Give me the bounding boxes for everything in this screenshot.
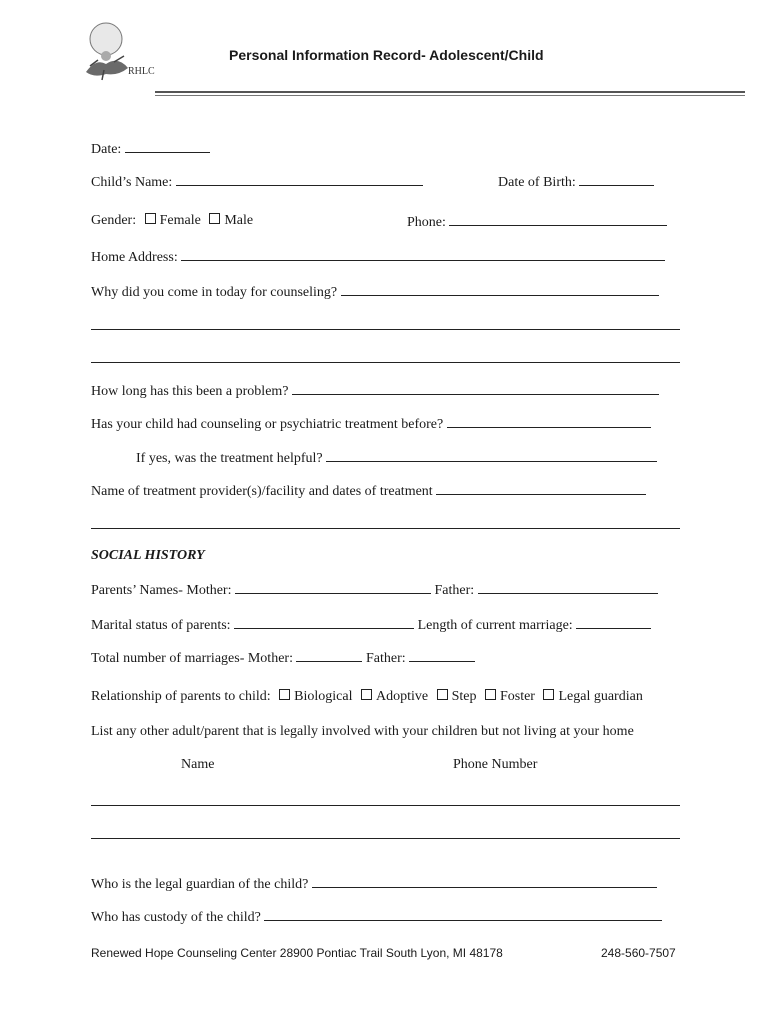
treatment-helpful-label: If yes, was the treatment helpful? xyxy=(136,451,323,466)
how-long-label: How long has this been a problem? xyxy=(91,384,289,399)
treatment-helpful-field[interactable] xyxy=(326,449,657,462)
gender-label: Gender: xyxy=(91,213,137,228)
biological-label: Biological xyxy=(294,689,353,704)
prior-treatment-row xyxy=(91,415,651,433)
how-long-row xyxy=(91,382,659,400)
list-other-label: List any other adult/parent that is legally involved with your children but not living at your home xyxy=(91,724,634,739)
total-marriages-father-field[interactable] xyxy=(409,649,475,662)
custody-row xyxy=(91,908,662,926)
providers-field[interactable] xyxy=(436,482,646,495)
father-name-field[interactable] xyxy=(478,581,658,594)
date-row xyxy=(91,140,210,158)
why-counseling-label: Why did you come in today for counseling? xyxy=(91,285,338,300)
childs-name-row xyxy=(91,173,423,191)
parents-father-label: Father: xyxy=(434,583,475,598)
header-rule xyxy=(155,91,745,93)
home-address-label: Home Address: xyxy=(91,250,178,265)
phone-number-column-header: Phone Number xyxy=(453,757,538,772)
dob-label: Date of Birth: xyxy=(498,175,576,190)
why-counseling-field[interactable] xyxy=(341,283,659,296)
total-marriages-row xyxy=(91,649,475,667)
logo-text: RHLC xyxy=(128,66,155,77)
total-marriages-father-label: Father: xyxy=(365,651,406,666)
gender-row xyxy=(91,213,253,229)
legal-guardian-label: Legal guardian xyxy=(558,689,643,704)
parents-mother-label: Parents’ Names- Mother: xyxy=(91,583,232,598)
how-long-field[interactable] xyxy=(292,382,659,395)
foster-label: Foster xyxy=(499,689,535,704)
length-marriage-label: Length of current marriage: xyxy=(417,618,573,633)
phone-field[interactable] xyxy=(449,213,667,226)
phone-row xyxy=(407,213,667,231)
footer-address: Renewed Hope Counseling Center 28900 Pontiac Trail South Lyon, MI 48178 xyxy=(91,946,503,960)
page-title: Personal Information Record- Adolescent/Child xyxy=(229,47,544,63)
other-adult-line-1[interactable] xyxy=(91,805,680,806)
total-marriages-mother-field[interactable] xyxy=(296,649,362,662)
custody-question: Who has custody of the child? xyxy=(91,910,261,925)
total-marriages-label: Total number of marriages- Mother: xyxy=(91,651,293,666)
prior-treatment-label: Has your child had counseling or psychiatric treatment before? xyxy=(91,417,444,432)
length-marriage-field[interactable] xyxy=(576,616,651,629)
dob-field[interactable] xyxy=(579,173,654,186)
relationship-row xyxy=(91,689,643,705)
relationship-label: Relationship of parents to child: xyxy=(91,689,271,704)
foster-checkbox[interactable] xyxy=(485,689,496,700)
header-rule-thin xyxy=(155,95,745,96)
name-column-header: Name xyxy=(181,757,215,772)
treatment-helpful-row xyxy=(136,449,657,467)
date-label: Date: xyxy=(91,142,122,157)
adoptive-label: Adoptive xyxy=(375,689,429,704)
childs-name-label: Child’s Name: xyxy=(91,175,173,190)
social-history-heading: SOCIAL HISTORY xyxy=(91,548,205,563)
dob-row xyxy=(498,173,654,191)
home-address-row xyxy=(91,248,665,266)
home-address-field[interactable] xyxy=(181,248,665,261)
parents-names-row xyxy=(91,581,658,599)
male-label: Male xyxy=(224,213,254,228)
female-label: Female xyxy=(159,213,201,228)
childs-name-field[interactable] xyxy=(176,173,423,186)
biological-checkbox[interactable] xyxy=(279,689,290,700)
marital-status-label: Marital status of parents: xyxy=(91,618,231,633)
marital-status-row xyxy=(91,616,651,634)
mother-name-field[interactable] xyxy=(235,581,431,594)
legal-guardian-field[interactable] xyxy=(312,875,657,888)
phone-label: Phone: xyxy=(407,215,446,230)
step-checkbox[interactable] xyxy=(437,689,448,700)
why-counseling-line-2[interactable] xyxy=(91,329,680,330)
providers-label: Name of treatment provider(s)/facility and dates of treatment xyxy=(91,484,433,499)
logo xyxy=(78,14,158,86)
prior-treatment-field[interactable] xyxy=(447,415,651,428)
adoptive-checkbox[interactable] xyxy=(361,689,372,700)
providers-row xyxy=(91,482,646,500)
female-checkbox[interactable] xyxy=(145,213,156,224)
legal-guardian-checkbox[interactable] xyxy=(543,689,554,700)
date-field[interactable] xyxy=(125,140,210,153)
why-counseling-line-3[interactable] xyxy=(91,362,680,363)
why-counseling-row xyxy=(91,283,659,301)
other-adult-line-2[interactable] xyxy=(91,838,680,839)
footer-phone: 248-560-7507 xyxy=(601,946,676,960)
legal-guardian-row xyxy=(91,875,657,893)
step-label: Step xyxy=(451,689,477,704)
male-checkbox[interactable] xyxy=(209,213,220,224)
providers-line-2[interactable] xyxy=(91,528,680,529)
legal-guardian-question: Who is the legal guardian of the child? xyxy=(91,877,309,892)
custody-field[interactable] xyxy=(264,908,662,921)
marital-status-field[interactable] xyxy=(234,616,414,629)
